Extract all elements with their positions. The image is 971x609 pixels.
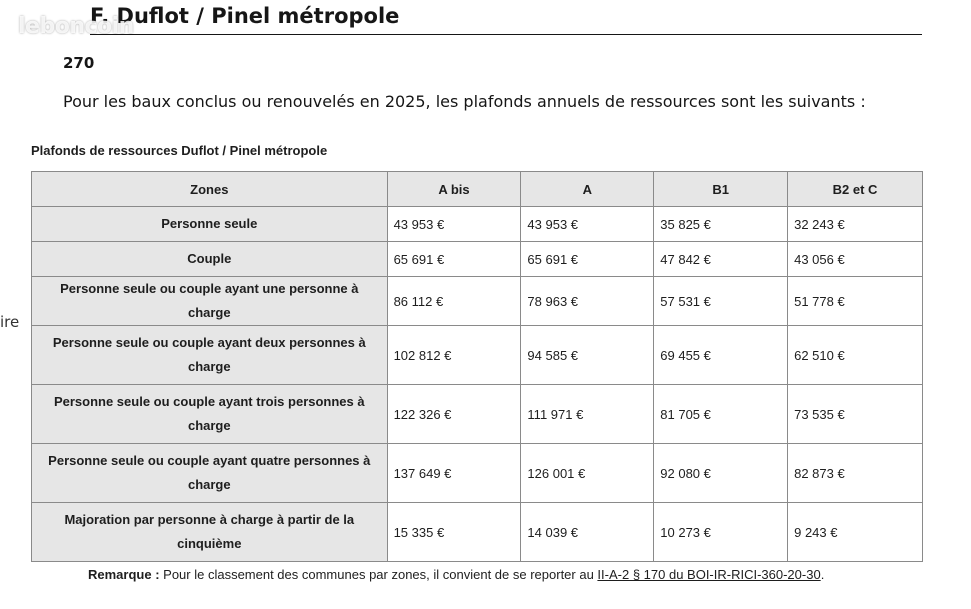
resource-ceilings-table <box>31 171 923 562</box>
table-row <box>32 385 923 444</box>
row-label: Couple <box>32 242 388 277</box>
row-label: Personne seule ou couple ayant une personne à charge <box>32 277 388 326</box>
column-header: A bis <box>387 172 521 207</box>
column-header: B2 et C <box>788 172 923 207</box>
column-header: Zones <box>32 172 388 207</box>
row-label: Personne seule ou couple ayant quatre personnes à charge <box>32 444 388 503</box>
table-cell: 43 953 € <box>521 207 654 242</box>
table-cell: 92 080 € <box>654 444 788 503</box>
table-cell: 62 510 € <box>788 326 923 385</box>
table-cell: 126 001 € <box>521 444 654 503</box>
table-cell: 65 691 € <box>387 242 521 277</box>
row-label: Personne seule ou couple ayant trois personnes à charge <box>32 385 388 444</box>
table-cell: 15 335 € <box>387 503 521 562</box>
table-cell: 111 971 € <box>521 385 654 444</box>
intro-paragraph: Pour les baux conclus ou renouvelés en 2025, les plafonds annuels de ressources sont les suivants : <box>63 92 866 111</box>
table-row <box>32 207 923 242</box>
table-cell: 47 842 € <box>654 242 788 277</box>
table-cell: 78 963 € <box>521 277 654 326</box>
table-cell: 57 531 € <box>654 277 788 326</box>
title-divider <box>90 34 922 35</box>
reference-link[interactable]: II-A-2 § 170 du BOI-IR-RICI-360-20-30 <box>597 567 821 582</box>
table-cell: 82 873 € <box>788 444 923 503</box>
watermark-logo: leboncoin <box>18 14 134 39</box>
table-cell: 122 326 € <box>387 385 521 444</box>
table-row <box>32 242 923 277</box>
paragraph-number: 270 <box>63 54 95 72</box>
row-label: Personne seule ou couple ayant deux personnes à charge <box>32 326 388 385</box>
column-header: A <box>521 172 654 207</box>
row-label: Majoration par personne à charge à partir de la cinquième <box>32 503 388 562</box>
table-row <box>32 277 923 326</box>
table-cell: 102 812 € <box>387 326 521 385</box>
table-cell: 35 825 € <box>654 207 788 242</box>
table-cell: 81 705 € <box>654 385 788 444</box>
side-text-fragment: ire <box>0 313 20 331</box>
table-cell: 137 649 € <box>387 444 521 503</box>
row-label: Personne seule <box>32 207 388 242</box>
section-title: F. Duflot / Pinel métropole <box>90 4 400 28</box>
remark-note <box>88 567 824 582</box>
table-cell: 43 953 € <box>387 207 521 242</box>
table-cell: 94 585 € <box>521 326 654 385</box>
remark-label: Remarque : <box>88 567 160 582</box>
table-cell: 69 455 € <box>654 326 788 385</box>
table-row <box>32 503 923 562</box>
remark-text: Pour le classement des communes par zones, il convient de se reporter au <box>159 567 598 582</box>
table-caption: Plafonds de ressources Duflot / Pinel métropole <box>31 143 328 158</box>
table-cell: 10 273 € <box>654 503 788 562</box>
column-header: B1 <box>654 172 788 207</box>
table-cell: 73 535 € <box>788 385 923 444</box>
table-cell: 9 243 € <box>788 503 923 562</box>
table-row <box>32 326 923 385</box>
table-cell: 65 691 € <box>521 242 654 277</box>
remark-end: . <box>820 567 825 582</box>
table-cell: 32 243 € <box>788 207 923 242</box>
table-cell: 51 778 € <box>788 277 923 326</box>
table-cell: 14 039 € <box>521 503 654 562</box>
table-header-row <box>32 172 923 207</box>
table-row <box>32 444 923 503</box>
table-cell: 86 112 € <box>387 277 521 326</box>
table-cell: 43 056 € <box>788 242 923 277</box>
